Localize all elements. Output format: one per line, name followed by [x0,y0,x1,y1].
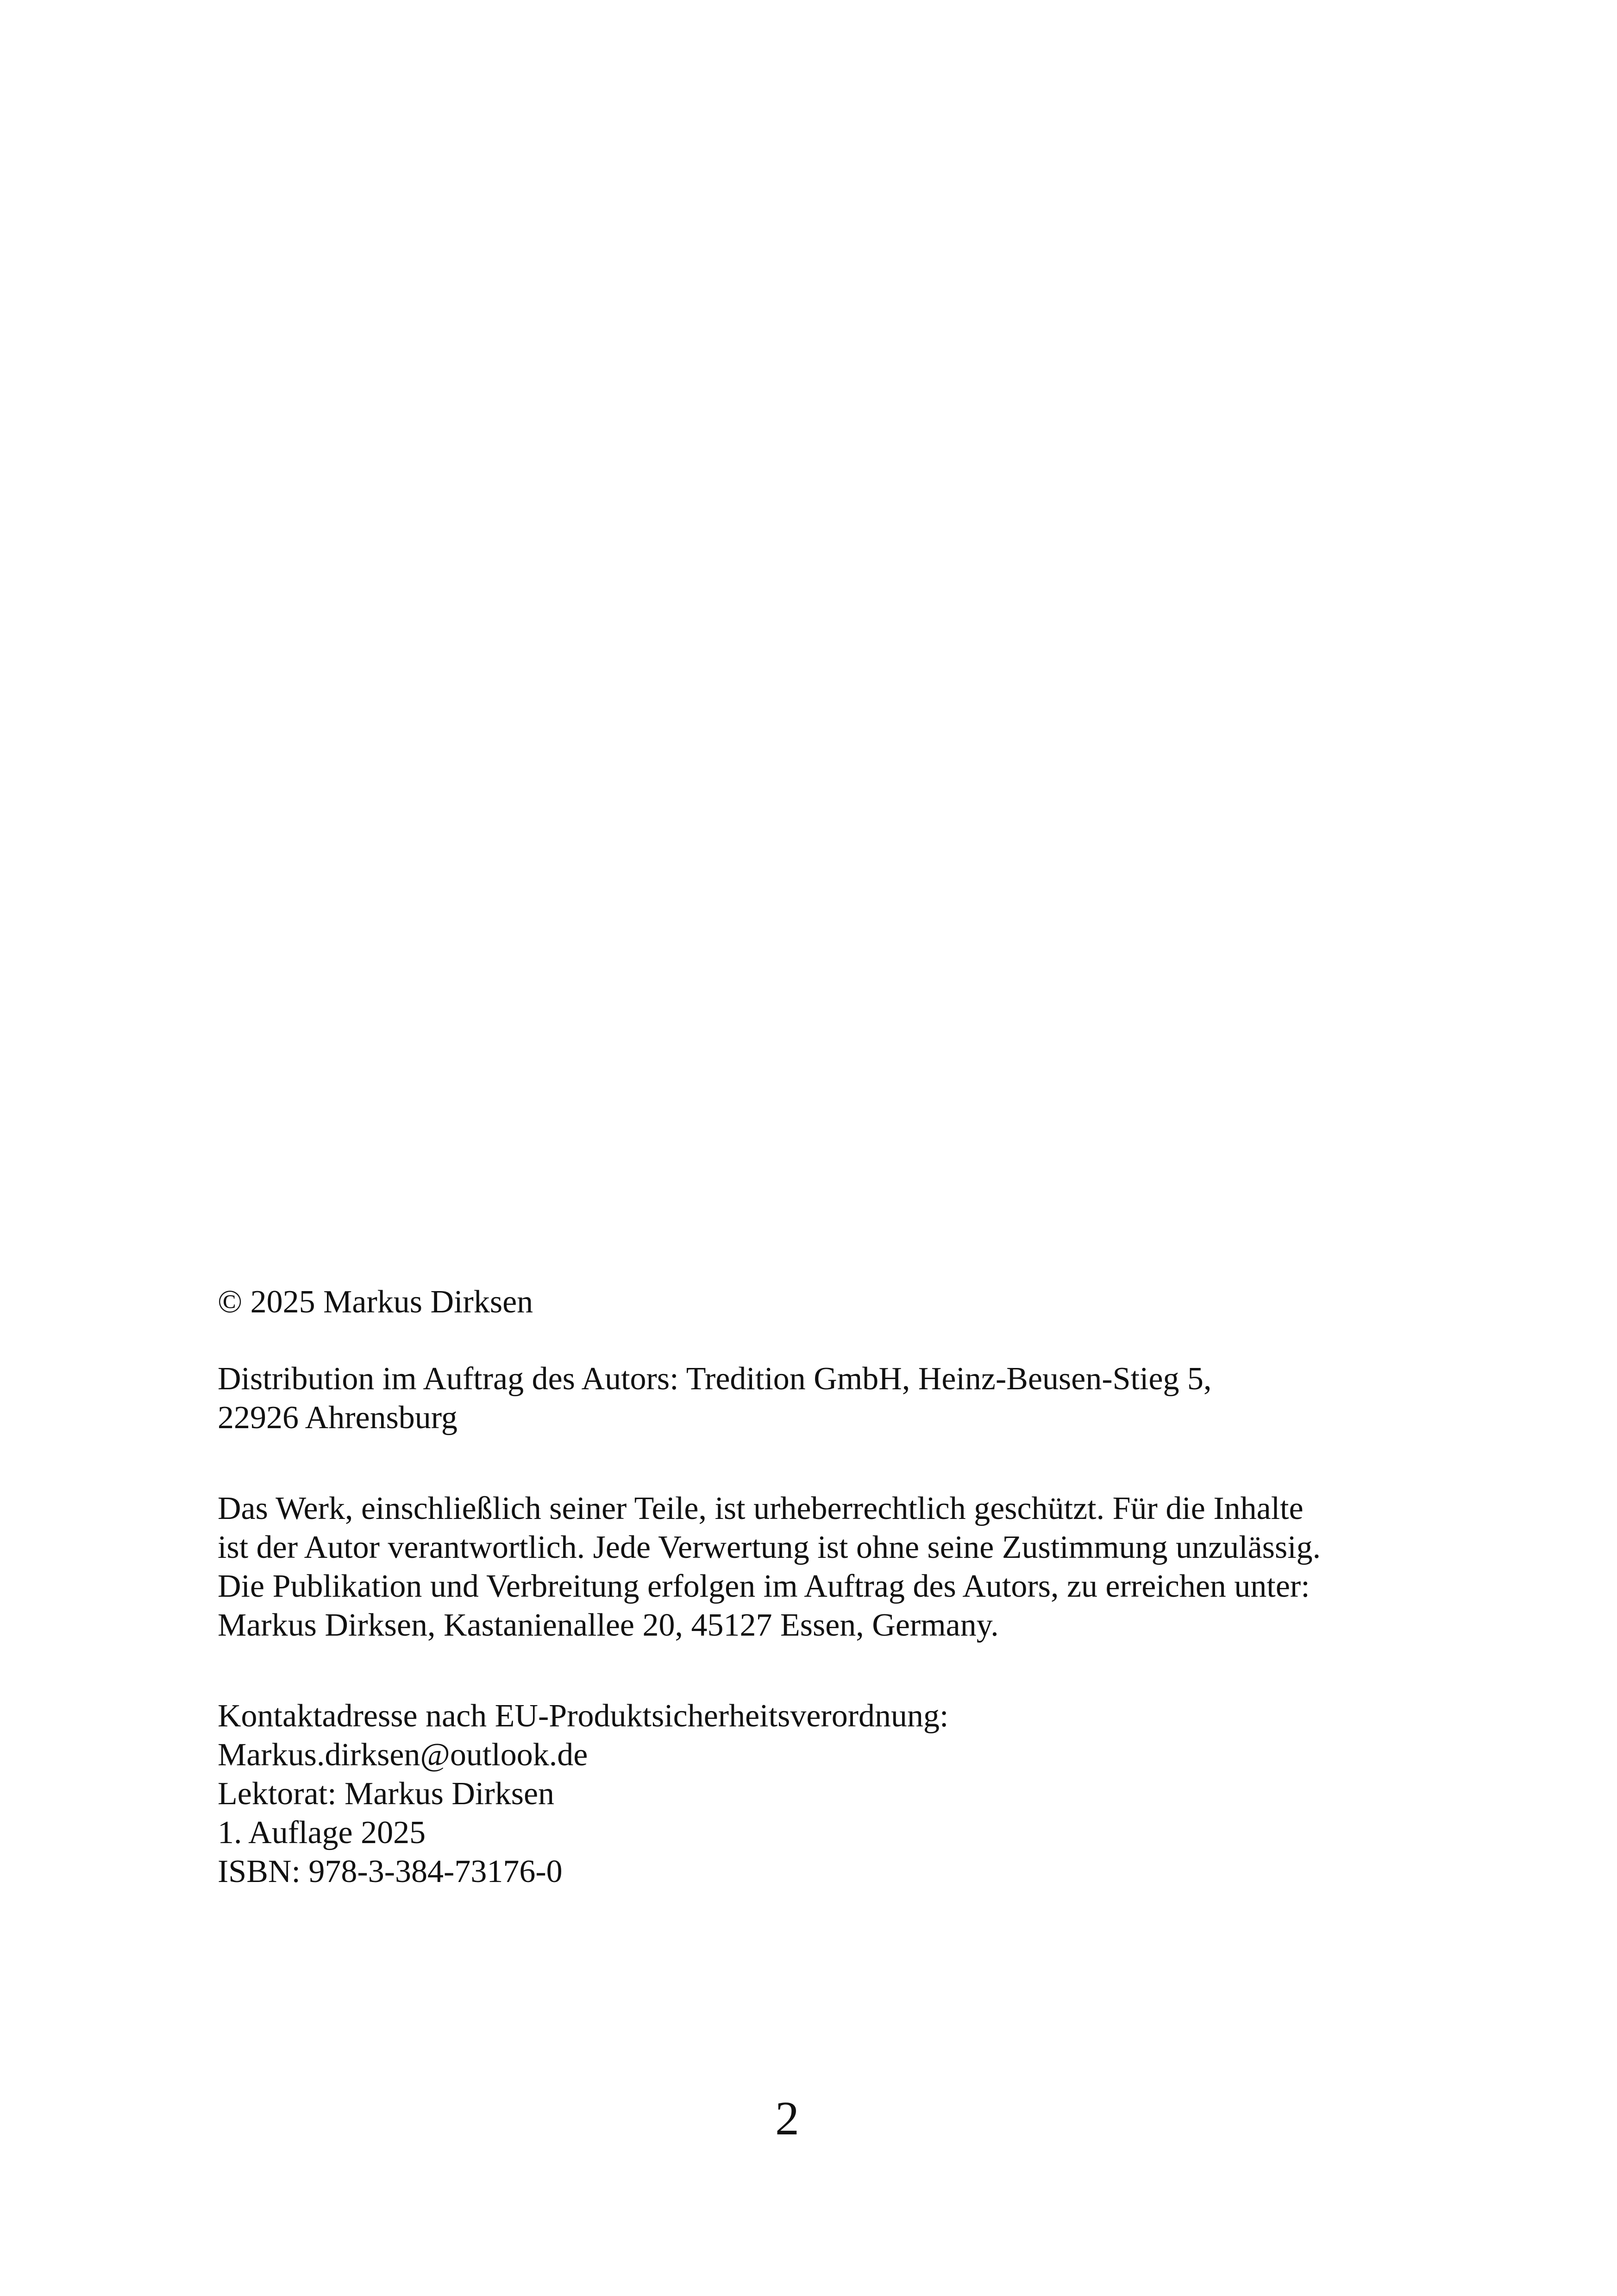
contact-heading: Kontaktadresse nach EU-Produktsicherheitsverordnung: [218,1698,949,1734]
rights-notice [218,1489,1422,1645]
editor-line: Lektorat: Markus Dirksen [218,1776,555,1812]
rights-line: Das Werk, einschließlich seiner Teile, ist urheberrechtlich geschützt. Für die Inhalte [218,1491,1304,1526]
distribution-line: 22926 Ahrensburg [218,1400,458,1436]
distribution-notice [218,1360,1422,1437]
contact-notice [218,1697,1422,1891]
page-number: 2 [775,2092,799,2145]
rights-line: Die Publikation und Verbreitung erfolgen im Auftrag des Autors, zu erreichen unter: [218,1568,1310,1604]
copyright-notice [218,1283,1422,1322]
rights-line: ist der Autor verantwortlich. Jede Verwertung ist ohne seine Zustimmung unzulässig. [218,1530,1321,1565]
contact-email: Markus.dirksen@outlook.de [218,1737,588,1773]
edition-line: 1. Auflage 2025 [218,1815,426,1851]
imprint-block [218,1283,1422,1891]
rights-line: Markus Dirksen, Kastanienallee 20, 45127 Essen, Germany. [218,1607,999,1643]
isbn-line: ISBN: 978-3-384-73176-0 [218,1854,563,1889]
copyright-line: © 2025 Markus Dirksen [218,1284,533,1320]
distribution-line: Distribution im Auftrag des Autors: Tredition GmbH, Heinz-Beusen-Stieg 5, [218,1361,1212,1397]
